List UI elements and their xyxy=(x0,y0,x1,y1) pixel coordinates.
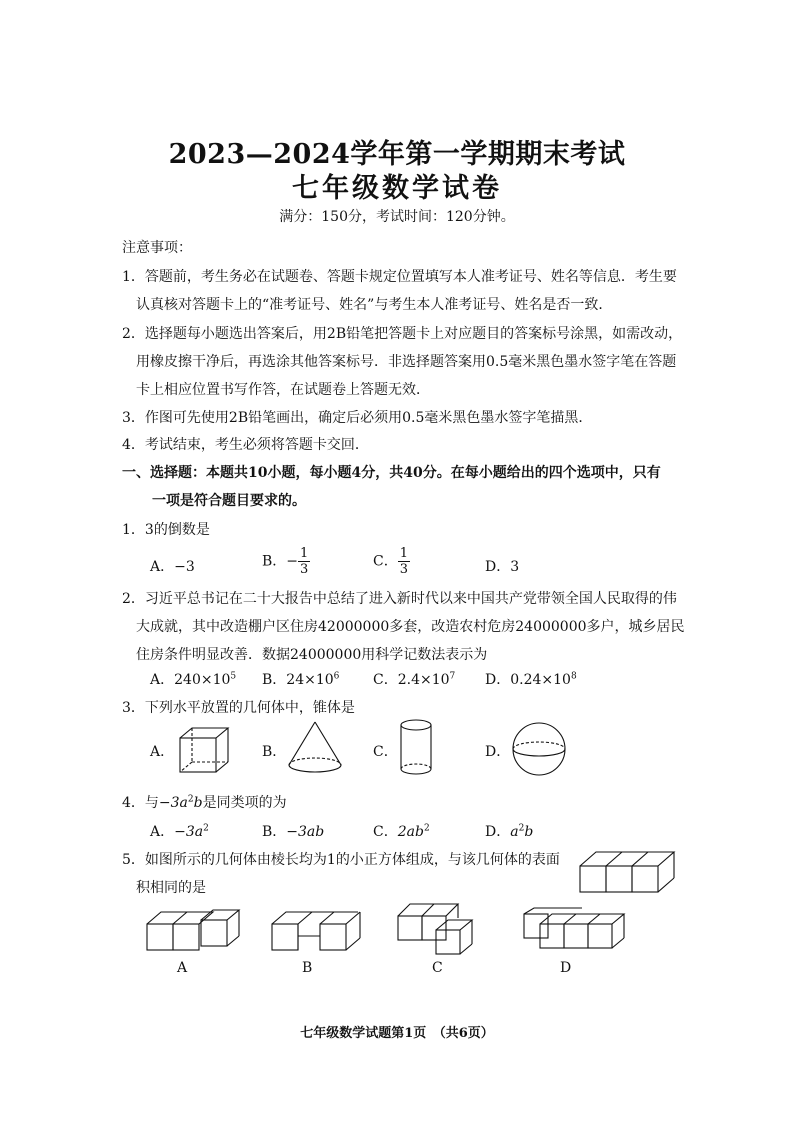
q4-option-a xyxy=(150,821,209,841)
q4-option-b xyxy=(262,821,324,841)
sphere-equator-front xyxy=(513,749,565,756)
note-2-line-b: 用橡皮擦干净后，再选涂其他答案标号．非选择题答案用0.5毫米黑色墨水签字笔在答题 xyxy=(136,354,677,370)
q2-option-d xyxy=(485,669,577,689)
q1-c-numerator: 1 xyxy=(399,546,408,561)
q5-option-d-label: D xyxy=(560,960,572,976)
q2-line-b: 大成就，其中改造棚户区住房42000000多套，改造农村危房24000000多户，城乡居民 xyxy=(136,619,685,635)
cube-hidden-diagonal xyxy=(180,762,192,772)
q3-sphere-figure xyxy=(512,722,568,778)
cube-top-face xyxy=(180,728,228,738)
q4-stem-b: b xyxy=(193,795,203,811)
sphere-outline xyxy=(513,723,565,775)
cylinder-top xyxy=(401,720,431,730)
cylinder-base-front xyxy=(401,769,431,774)
q1-b-numerator: 1 xyxy=(300,546,309,561)
q2-option-c xyxy=(373,669,455,689)
q4-stem xyxy=(122,792,287,812)
q3-a-label: A． xyxy=(150,744,175,760)
q4-a-expr: −3a xyxy=(174,824,204,840)
q4-d-label: D． xyxy=(485,824,511,840)
exam-title-line1: 2023—2024学年第一学期期末考试 xyxy=(168,139,626,170)
q1-b-denominator: 3 xyxy=(300,562,309,577)
q2-c-base: 2.4×10 xyxy=(397,672,450,688)
note-2-line-c: 卡上相应位置书写作答，在试题卷上答题无效． xyxy=(136,382,430,398)
q1-c-fraction xyxy=(398,546,410,577)
q1-option-b xyxy=(262,546,310,577)
q2-a-base: 240×10 xyxy=(174,672,231,688)
note-1-line-b: 认真核对答题卡上的“准考证号、姓名”与考生本人准考证号、姓名是否一致． xyxy=(136,297,613,313)
q4-c-exponent: 2 xyxy=(423,823,430,834)
q1-option-a xyxy=(150,556,195,576)
q5-line-a: 5．如图所示的几何体由棱长均为1的小正方体组成，与该几何体的表面 xyxy=(122,852,560,868)
q2-d-label: D． xyxy=(485,672,511,688)
sphere-equator-back xyxy=(513,742,565,749)
q3-cone-figure xyxy=(286,720,346,776)
q4-b-label: B． xyxy=(262,824,287,840)
cylinder-base-back xyxy=(401,764,431,769)
q4-d-expr: a xyxy=(510,824,519,840)
q1-a-value: −3 xyxy=(174,559,195,575)
cone-base-back xyxy=(289,758,341,765)
q5-line-b: 积相同的是 xyxy=(136,880,206,896)
cube-bottom-edge xyxy=(216,762,228,772)
q3-b-label: B． xyxy=(262,744,287,760)
q5-option-a-figure xyxy=(145,906,245,956)
q4-stem-expr: −3a xyxy=(158,795,188,811)
q4-stem-exponent: 2 xyxy=(187,794,194,805)
q2-a-exponent: 5 xyxy=(230,671,237,682)
q5-option-d-figure xyxy=(522,906,627,956)
q3-c-label: C． xyxy=(373,744,398,760)
q2-b-base: 24×10 xyxy=(286,672,334,688)
q4-option-c xyxy=(373,821,430,841)
q1-b-sign: − xyxy=(286,553,299,570)
note-3: 3．作图可先使用2B铅笔画出，确定后必须用0.5毫米黑色墨水签字笔描黑． xyxy=(122,410,593,426)
q1-a-label: A． xyxy=(150,559,175,575)
q2-line-a: 2．习近平总书记在二十大报告中总结了进入新时代以来中国共产党带领全国人民取得的伟 xyxy=(122,591,677,607)
q4-c-label: C． xyxy=(373,824,398,840)
q1-c-denominator: 3 xyxy=(399,562,408,577)
page-footer: 七年级数学试题第1页 （共6页） xyxy=(300,1026,494,1041)
q2-option-a xyxy=(150,669,236,689)
q3-cylinder-figure xyxy=(398,718,438,778)
q1-stem: 1．3的倒数是 xyxy=(122,522,210,538)
q4-stem-suffix: 是同类项的为 xyxy=(202,795,287,811)
exam-subtitle: 满分：150分，考试时间：120分钟。 xyxy=(279,209,515,225)
q1-c-label: C． xyxy=(373,553,398,570)
q1-option-d xyxy=(485,556,519,576)
q5-option-a-label: A xyxy=(177,960,188,976)
q2-d-exponent: 8 xyxy=(570,671,577,682)
q2-b-exponent: 6 xyxy=(333,671,340,682)
q2-b-label: B． xyxy=(262,672,287,688)
q1-option-c xyxy=(373,546,410,577)
q4-c-expr: 2ab xyxy=(397,824,424,840)
cone-base-front xyxy=(289,765,341,772)
q3-stem: 3．下列水平放置的几何体中，锥体是 xyxy=(122,700,355,716)
q4-d-exponent: 2 xyxy=(518,823,525,834)
notes-heading: 注意事项： xyxy=(122,240,192,256)
q5-reference-figure xyxy=(578,848,678,896)
q5-option-c-label: C xyxy=(432,960,443,976)
note-4: 4．考试结束，考生必须将答题卡交回． xyxy=(122,437,369,453)
q4-a-exponent: 2 xyxy=(203,823,209,834)
q2-line-c: 住房条件明显改善．数据24000000用科学记数法表示为 xyxy=(136,647,488,663)
q2-option-b xyxy=(262,669,339,689)
q2-c-label: C． xyxy=(373,672,398,688)
q4-stem-prefix: 4．与 xyxy=(122,795,159,811)
q1-b-label: B． xyxy=(262,553,287,570)
q4-b-expr: −3ab xyxy=(286,824,325,840)
q1-d-label: D． xyxy=(485,559,511,575)
q4-d-tail: b xyxy=(524,824,534,840)
q2-d-base: 0.24×10 xyxy=(510,672,571,688)
q5-option-c-figure xyxy=(396,900,486,958)
note-1-line-a: 1．答题前，考生务必在试题卷、答题卡规定位置填写本人准考证号、姓名等信息．考生要 xyxy=(122,269,677,285)
q3-d-label: D． xyxy=(485,744,511,760)
q4-option-d xyxy=(485,821,533,841)
note-2-line-a: 2．选择题每小题选出答案后，用2B铅笔把答题卡上对应题目的答案标号涂黑，如需改动， xyxy=(122,326,683,342)
q1-d-value: 3 xyxy=(510,559,520,575)
exam-title-line2: 七年级数学试卷 xyxy=(292,173,502,204)
q2-c-exponent: 7 xyxy=(449,671,456,682)
q4-a-label: A． xyxy=(150,824,175,840)
q5-option-b-label: B xyxy=(302,960,313,976)
q5-option-b-figure xyxy=(270,906,370,956)
cube-front-face xyxy=(180,738,216,772)
section1-line-a: 一、选择题：本题共10小题，每小题4分，共40分。在每小题给出的四个选项中，只有 xyxy=(122,465,661,481)
section1-line-b: 一项是符合题目要求的。 xyxy=(152,493,306,509)
q3-cube-figure xyxy=(178,726,238,776)
q2-a-label: A． xyxy=(150,672,175,688)
q1-b-fraction xyxy=(298,546,310,577)
